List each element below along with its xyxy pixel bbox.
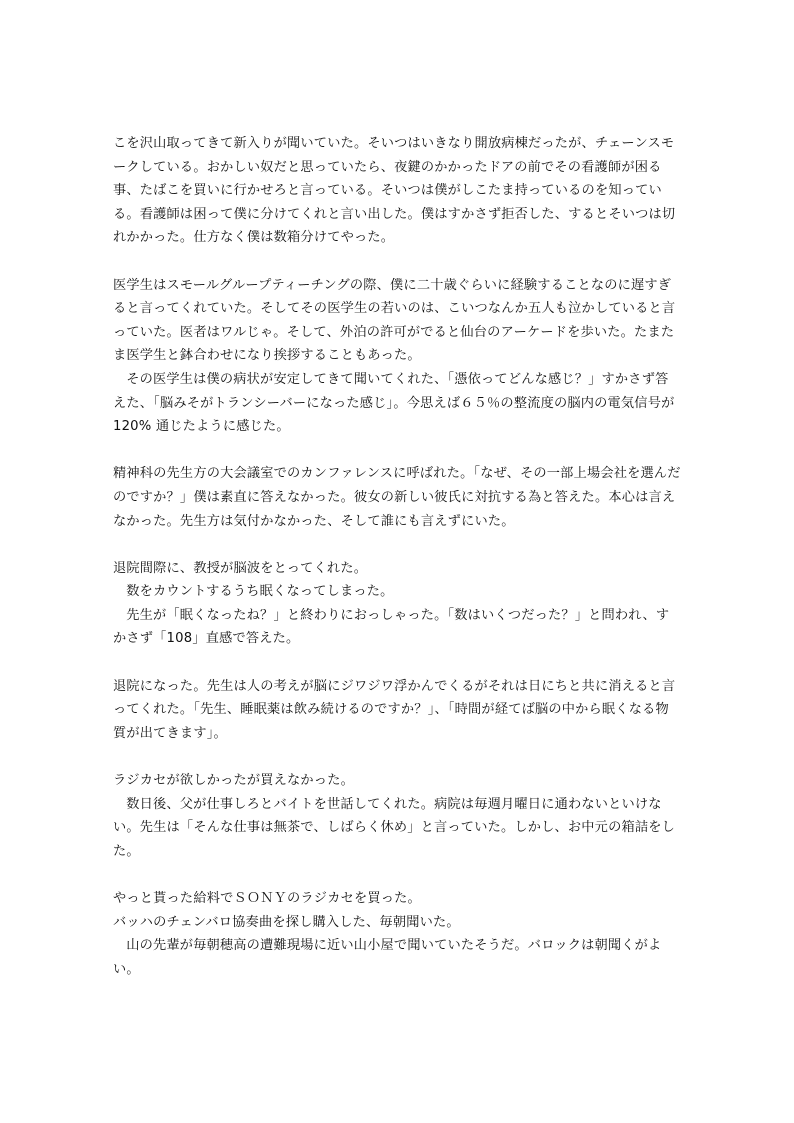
- paragraph-line: 数日後、父が仕事しろとバイトを世話してくれた。病院は毎週月曜日に通わないといけない。先生は「そんな仕事は無茶で、しばらく休め」と言っていた。しかし、お中元の箱詰をした。: [113, 796, 676, 859]
- paragraph-line: 先生が「眠くなったね？」と終わりにおっしゃった。「数はいくつだった？」と問われ、すかさず「108」直感で答えた。: [113, 607, 670, 647]
- document-body: [113, 132, 681, 981]
- paragraph-line: ラジカセが欲しかったが買えなかった。: [113, 773, 354, 789]
- paragraph-line: こを沢山取ってきて新入りが聞いていた。そいつはいきなり開放病棟だったが、チェーンスモークしている。おかしい奴だと思っていたら、夜鍵のかかったドアの前でその看護師が困る事、たばこを買いに行かせろと言っている。そいつは僕がしこたま持っているのを知っている。看護師は困って僕に分けてくれと言い出した。僕はすかさず拒否した、するとそいつは切れかかった。仕方なく僕は数箱分けてやった。: [113, 136, 676, 246]
- paragraph-line: やっと貰った給料でＳＯＮＹのラジカセを買った。: [113, 891, 421, 906]
- paragraph-line: 退院間際に、教授が脳波をとってくれた。: [113, 560, 368, 576]
- paragraph-7: [113, 887, 681, 981]
- paragraph-line: 山の先輩が毎朝穂高の遭難現場に近い山小屋で聞いていたそうだ。バロックは朝聞くがよい。: [113, 938, 662, 977]
- paragraph-line: バッハのチェンバロ協奏曲を探し購入した、毎朝聞いた。: [113, 914, 460, 930]
- paragraph-4: [113, 557, 681, 651]
- paragraph-1: [113, 132, 681, 250]
- paragraph-line: その医学生は僕の病状が安定してきて聞いてくれた、「憑依ってどんな感じ？」すかさず答えた、「脳みそがトランシーバーになった感じ」。今思えば６５％の整流度の脳内の電気信号が 120% 通じたように感じた。: [113, 371, 675, 435]
- paragraph-line: 数をカウントするうち眠くなってしまった。: [126, 584, 394, 600]
- paragraph-line: 医学生はスモールグループティーチングの際、僕に二十歳ぐらいに経験することなのに遅すぎると言ってくれていた。そしてその医学生の若いのは、こいつなんか五人も泣かしていると言っていた。医者はワルじゃ。そして、外泊の許可がでると仙台のアーケードを歩いた。たまたま医学生と鉢合わせになり挨拶することもあった。: [113, 277, 676, 364]
- paragraph-line: 退院になった。先生は人の考えが脳にジワジワ浮かんでくるがそれは日にちと共に消えると言ってくれた。「先生、睡眠薬は飲み続けるのですか？」、「時間が経てば脳の中から眠くなる物質が出てきます」。: [113, 678, 676, 741]
- paragraph-3: [113, 462, 681, 533]
- paragraph-2: [113, 274, 681, 439]
- paragraph-5: [113, 675, 681, 746]
- paragraph-line: 精神科の先生方の大会議室でのカンファレンスに呼ばれた。「なぜ、その一部上場会社を選んだのですか？」僕は素直に答えなかった。彼女の新しい彼氏に対抗する為と答えた。本心は言えなかった。先生方は気付かなかった、そして誰にも言えずにいた。: [113, 466, 681, 529]
- paragraph-6: [113, 769, 681, 863]
